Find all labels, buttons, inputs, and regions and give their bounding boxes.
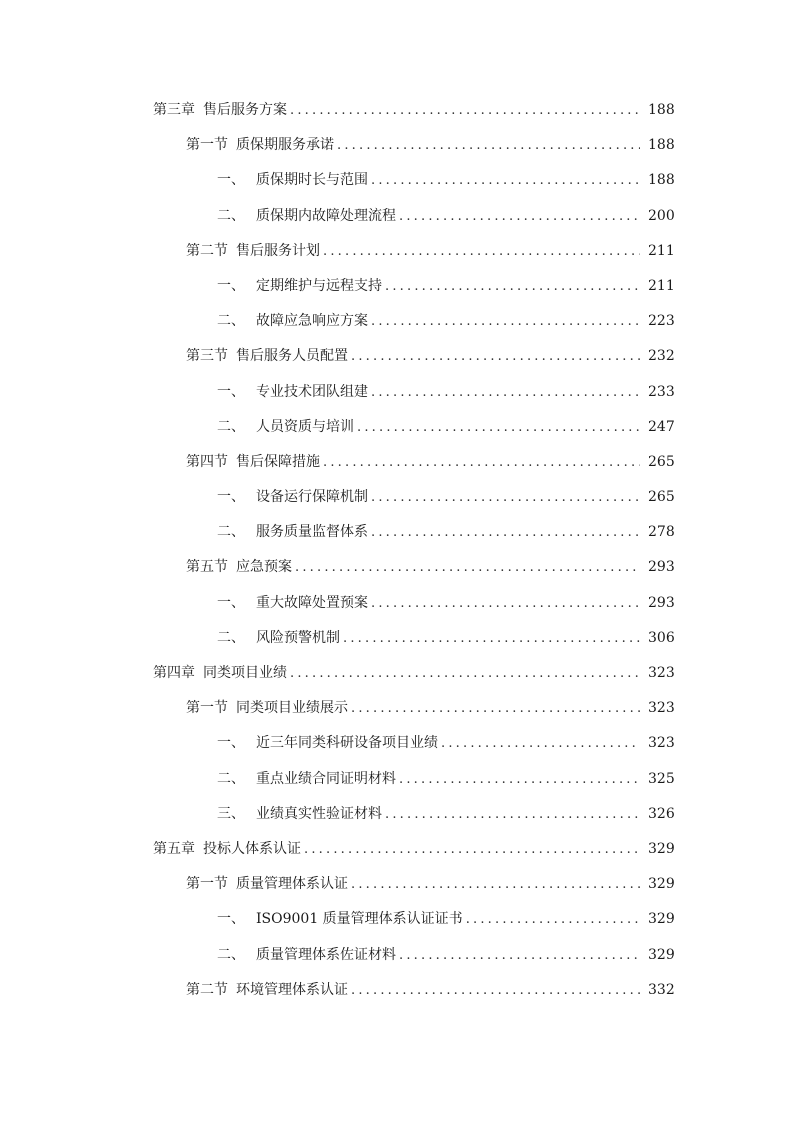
toc-entry-number: 二、 (217, 418, 245, 435)
toc-page-number: 223 (648, 313, 675, 330)
toc-entry[interactable] (0, 973, 793, 1008)
toc-entry-text: 服务质量监督体系 (256, 524, 368, 541)
toc-entry[interactable] (0, 163, 793, 198)
toc-dot-leader (351, 973, 640, 1008)
toc-entry[interactable] (0, 410, 793, 445)
toc-page-number: 188 (648, 137, 675, 154)
toc-entry-title (217, 726, 438, 761)
toc-dot-leader (371, 375, 640, 410)
toc-entry[interactable] (0, 480, 793, 515)
toc-entry-number: 第二节 (186, 242, 228, 259)
toc-entry-title (186, 445, 320, 480)
toc-entry[interactable] (0, 726, 793, 761)
toc-entry-text: 环境管理体系认证 (236, 981, 348, 998)
toc-entry-number: 二、 (217, 313, 245, 330)
toc-dot-leader (371, 304, 640, 339)
toc-entry[interactable] (0, 656, 793, 691)
toc-entry-title (217, 797, 382, 832)
toc-entry-text: 故障应急响应方案 (256, 313, 368, 330)
toc-entry-number: 第四章 (153, 665, 195, 681)
toc-entry[interactable] (0, 867, 793, 902)
toc-entry-text: 业绩真实性验证材料 (256, 805, 382, 822)
toc-entry-text: 售后服务计划 (236, 242, 320, 259)
toc-entry-title (217, 375, 368, 410)
toc-dot-leader (371, 480, 640, 515)
toc-entry-number: 第五章 (153, 840, 195, 857)
toc-entry-title (217, 586, 368, 621)
toc-entry[interactable] (0, 550, 793, 585)
toc-dot-leader (351, 691, 640, 726)
toc-entry[interactable] (0, 515, 793, 550)
toc-entry[interactable] (0, 339, 793, 374)
toc-page-number: 329 (648, 840, 675, 857)
toc-entry[interactable] (0, 621, 793, 656)
toc-entry-number: 第二节 (186, 981, 228, 998)
toc-entry-title (186, 234, 320, 269)
toc-entry-title (153, 93, 287, 128)
toc-entry-title (217, 902, 463, 937)
toc-dot-leader (385, 269, 640, 304)
toc-dot-leader (385, 797, 640, 832)
toc-page-number: 325 (648, 770, 675, 787)
toc-entry-number: 一、 (217, 172, 245, 189)
toc-entry[interactable] (0, 445, 793, 480)
toc-entry-number: 一、 (217, 383, 245, 400)
toc-entry-number: 二、 (217, 524, 245, 541)
toc-entry-title (217, 480, 368, 515)
toc-entry-title (186, 128, 334, 163)
toc-entry-number: 二、 (217, 946, 245, 963)
toc-entry[interactable] (0, 797, 793, 832)
toc-dot-leader (290, 656, 640, 691)
toc-entry-number: 二、 (217, 207, 245, 224)
toc-entry-text: 质保期内故障处理流程 (256, 207, 396, 224)
toc-dot-leader (399, 199, 640, 234)
toc-page-number: 265 (648, 489, 675, 506)
toc-dot-leader (357, 410, 640, 445)
toc-entry-title (186, 691, 348, 726)
toc-entry[interactable] (0, 199, 793, 234)
toc-page-number: 211 (648, 277, 675, 294)
toc-entry-text: 质量管理体系佐证材料 (256, 946, 396, 963)
toc-page-number: 293 (648, 594, 675, 611)
toc-entry-title (217, 938, 396, 973)
toc-entry-number: 一、 (217, 489, 245, 506)
toc-entry-text: 质保期服务承诺 (236, 137, 334, 154)
toc-page-number: 329 (648, 911, 675, 928)
toc-page-number: 293 (648, 559, 675, 576)
toc-entry-title (217, 410, 354, 445)
toc-entry[interactable] (0, 586, 793, 621)
toc-entry-title (186, 973, 348, 1008)
toc-page-number: 323 (648, 735, 675, 752)
toc-entry-title (186, 867, 348, 902)
toc-entry-number: 第三章 (153, 102, 195, 118)
toc-entry-text: ISO9001 质量管理体系认证证书 (256, 911, 463, 928)
toc-entry-number: 第三节 (186, 348, 228, 365)
toc-dot-leader (290, 93, 640, 128)
toc-entry[interactable] (0, 902, 793, 937)
toc-entry-text: 近三年同类科研设备项目业绩 (256, 735, 438, 752)
toc-entry-text: 售后服务人员配置 (236, 348, 348, 365)
toc-dot-leader (466, 902, 640, 937)
toc-page-number: 323 (648, 665, 675, 681)
toc-dot-leader (337, 128, 640, 163)
toc-entry-title (153, 656, 287, 691)
toc-entry-number: 第一节 (186, 700, 228, 717)
toc-entry[interactable] (0, 128, 793, 163)
toc-entry-text: 同类项目业绩展示 (236, 700, 348, 717)
toc-entry-text: 投标人体系认证 (203, 840, 301, 857)
toc-dot-leader (371, 586, 640, 621)
toc-entry-number: 二、 (217, 629, 245, 646)
toc-entry[interactable] (0, 234, 793, 269)
toc-page-number: 332 (648, 981, 675, 998)
toc-page-number: 306 (648, 629, 675, 646)
toc-entry-title (217, 515, 368, 550)
toc-entry-number: 一、 (217, 735, 245, 752)
toc-entry[interactable] (0, 93, 793, 128)
toc-page-number: 278 (648, 524, 675, 541)
toc-entry-number: 第一节 (186, 137, 228, 154)
toc-dot-leader (323, 234, 640, 269)
toc-entry[interactable] (0, 304, 793, 339)
toc-entry-text: 售后保障措施 (236, 453, 320, 470)
toc-entry-text: 设备运行保障机制 (256, 489, 368, 506)
toc-page-number: 200 (648, 207, 675, 224)
toc-entry-text: 同类项目业绩 (203, 665, 287, 681)
toc-page-number: 232 (648, 348, 675, 365)
toc-page-number: 323 (648, 700, 675, 717)
toc-entry-text: 重点业绩合同证明材料 (256, 770, 396, 787)
toc-page-number: 233 (648, 383, 675, 400)
toc-entry[interactable] (0, 375, 793, 410)
toc-dot-leader (441, 726, 640, 761)
toc-entry-text: 售后服务方案 (203, 102, 287, 118)
toc-dot-leader (371, 515, 640, 550)
toc-entry-title (186, 550, 292, 585)
toc-entry-text: 应急预案 (236, 559, 292, 576)
toc-entry-title (217, 304, 368, 339)
table-of-contents (0, 93, 793, 1008)
toc-dot-leader (371, 163, 640, 198)
toc-dot-leader (343, 621, 640, 656)
toc-page-number: 265 (648, 453, 675, 470)
toc-entry-text: 专业技术团队组建 (256, 383, 368, 400)
toc-entry-number: 一、 (217, 594, 245, 611)
toc-entry-number: 第五节 (186, 559, 228, 576)
toc-dot-leader (295, 550, 640, 585)
toc-entry-title (217, 621, 340, 656)
toc-entry[interactable] (0, 938, 793, 973)
toc-dot-leader (399, 938, 640, 973)
toc-entry-title (217, 269, 382, 304)
toc-dot-leader (351, 867, 640, 902)
toc-dot-leader (304, 832, 640, 867)
toc-entry-number: 三、 (217, 805, 245, 822)
toc-entry-number: 第四节 (186, 453, 228, 470)
toc-entry-title (217, 163, 368, 198)
toc-entry[interactable] (0, 269, 793, 304)
toc-entry[interactable] (0, 832, 793, 867)
toc-dot-leader (323, 445, 640, 480)
toc-dot-leader (399, 762, 640, 797)
toc-entry-text: 定期维护与远程支持 (256, 277, 382, 294)
toc-dot-leader (351, 339, 640, 374)
toc-entry-text: 重大故障处置预案 (256, 594, 368, 611)
toc-entry-title (153, 832, 301, 867)
toc-entry-number: 第一节 (186, 876, 228, 893)
toc-page-number: 329 (648, 876, 675, 893)
toc-page-number: 329 (648, 946, 675, 963)
toc-entry-title (186, 339, 348, 374)
toc-page-number: 247 (648, 418, 675, 435)
toc-entry-text: 质量管理体系认证 (236, 876, 348, 893)
toc-entry-title (217, 762, 396, 797)
toc-page-number: 326 (648, 805, 675, 822)
toc-page-number: 188 (648, 172, 675, 189)
toc-entry-text: 人员资质与培训 (256, 418, 354, 435)
toc-entry-number: 一、 (217, 277, 245, 294)
toc-entry-number: 二、 (217, 770, 245, 787)
toc-entry[interactable] (0, 762, 793, 797)
toc-page-number: 188 (648, 102, 675, 118)
toc-entry-number: 一、 (217, 911, 245, 928)
toc-entry-title (217, 199, 396, 234)
toc-page-number: 211 (648, 242, 675, 259)
toc-entry-text: 风险预警机制 (256, 629, 340, 646)
toc-entry[interactable] (0, 691, 793, 726)
toc-entry-text: 质保期时长与范围 (256, 172, 368, 189)
